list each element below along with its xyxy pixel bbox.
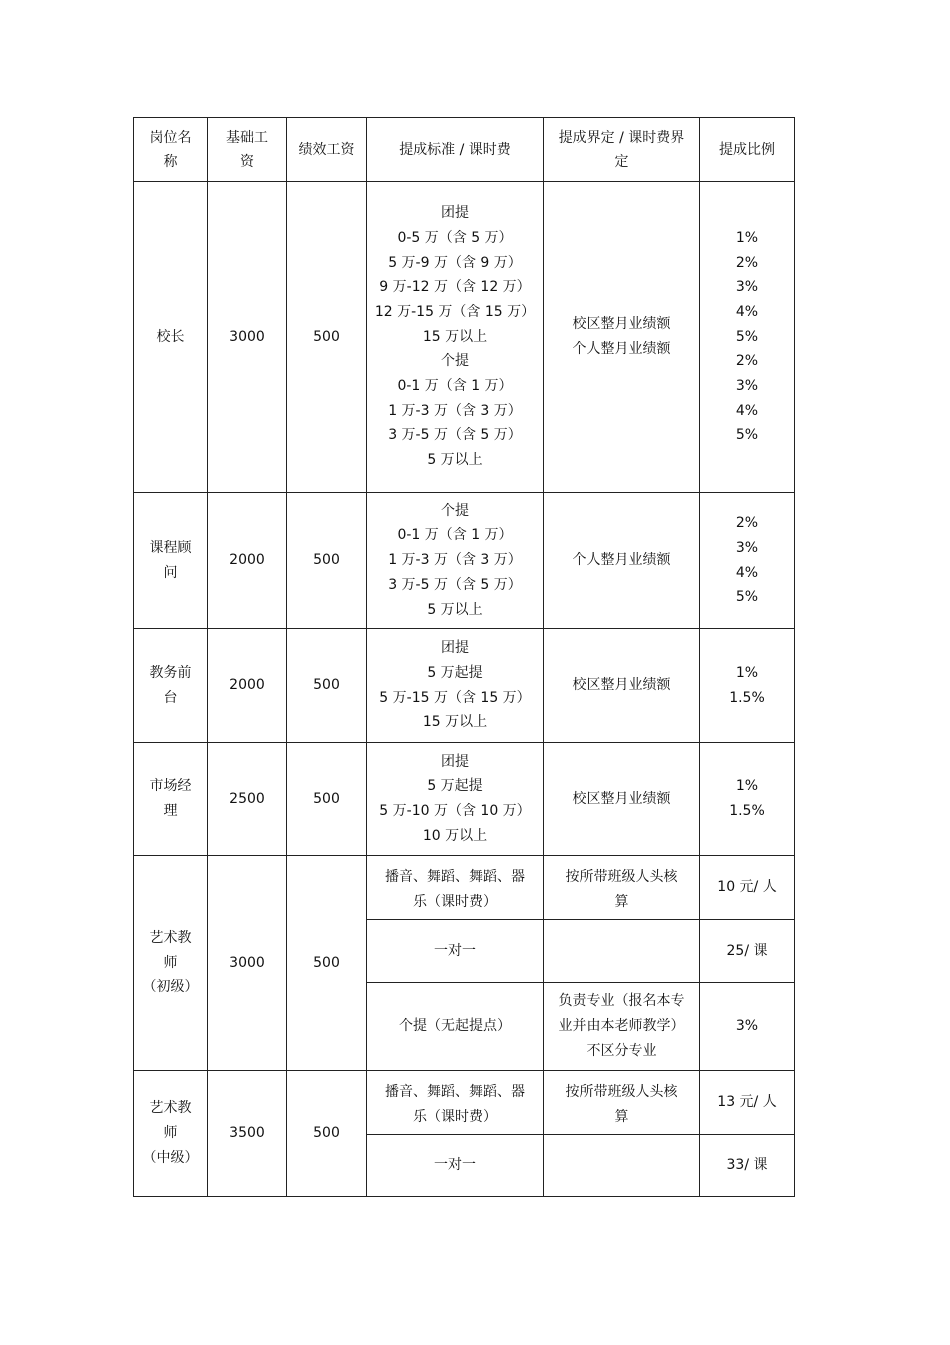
- salary-commission-table: [133, 117, 795, 1197]
- base-salary-cell: 3000: [208, 182, 287, 493]
- header-scope: 提成界定 / 课时费界 定: [544, 118, 700, 182]
- base-salary-cell: 3000: [208, 856, 287, 1071]
- standard-cell: 团提 0-5 万（含 5 万） 5 万-9 万（含 9 万） 9 万-12 万（含 12 万） 12 万-15 万（含 15 万） 15 万以上 个提 0-1 万（含 1 万） 1 万-3 万（含 3 万） 3 万-5 万（含 5 万） 5 万以上: [367, 182, 544, 493]
- table-row-teacher-mid: [134, 1071, 795, 1135]
- perf-salary-cell: 500: [287, 629, 367, 743]
- ratio-cell: 33/ 课: [700, 1135, 795, 1197]
- position-cell: 校长: [134, 182, 208, 493]
- table-row-principal: [134, 182, 795, 493]
- scope-cell: 按所带班级人头核 算: [544, 856, 700, 920]
- scope-cell: 校区整月业绩额: [544, 629, 700, 743]
- standard-cell: 团提 5 万起提 5 万-15 万（含 15 万） 15 万以上: [367, 629, 544, 743]
- position-cell: 教务前 台: [134, 629, 208, 743]
- ratio-cell: 1% 2% 3% 4% 5% 2% 3% 4% 5%: [700, 182, 795, 493]
- header-performance-salary: 绩效工资: [287, 118, 367, 182]
- table-row-consultant: [134, 493, 795, 629]
- ratio-cell: 2% 3% 4% 5%: [700, 493, 795, 629]
- position-cell: 市场经 理: [134, 743, 208, 856]
- ratio-cell: 1% 1.5%: [700, 629, 795, 743]
- table-row-teacher-junior: [134, 856, 795, 920]
- ratio-cell: 13 元/ 人: [700, 1071, 795, 1135]
- standard-cell: 一对一: [367, 1135, 544, 1197]
- scope-cell: 负责专业（报名本专 业并由本老师教学） 不区分专业: [544, 983, 700, 1071]
- table-row-marketing: [134, 743, 795, 856]
- header-ratio: 提成比例: [700, 118, 795, 182]
- perf-salary-cell: 500: [287, 1071, 367, 1197]
- scope-cell: 个人整月业绩额: [544, 493, 700, 629]
- ratio-cell: 25/ 课: [700, 920, 795, 983]
- scope-cell: [544, 1135, 700, 1197]
- standard-cell: 个提 0-1 万（含 1 万） 1 万-3 万（含 3 万） 3 万-5 万（含 5 万） 5 万以上: [367, 493, 544, 629]
- base-salary-cell: 3500: [208, 1071, 287, 1197]
- position-cell: 艺术教 师 （初级）: [134, 856, 208, 1071]
- position-cell: 课程顾 问: [134, 493, 208, 629]
- scope-cell: 校区整月业绩额 个人整月业绩额: [544, 182, 700, 493]
- table-row-front-desk: [134, 629, 795, 743]
- header-standard: 提成标准 / 课时费: [367, 118, 544, 182]
- header-row: [134, 118, 795, 182]
- perf-salary-cell: 500: [287, 182, 367, 493]
- standard-cell: 播音、舞蹈、舞蹈、器 乐（课时费）: [367, 1071, 544, 1135]
- ratio-cell: 1% 1.5%: [700, 743, 795, 856]
- base-salary-cell: 2000: [208, 629, 287, 743]
- header-base-salary: 基础工 资: [208, 118, 287, 182]
- scope-cell: 校区整月业绩额: [544, 743, 700, 856]
- perf-salary-cell: 500: [287, 856, 367, 1071]
- base-salary-cell: 2500: [208, 743, 287, 856]
- ratio-cell: 10 元/ 人: [700, 856, 795, 920]
- scope-cell: [544, 920, 700, 983]
- standard-cell: 一对一: [367, 920, 544, 983]
- standard-cell: 个提（无起提点）: [367, 983, 544, 1071]
- standard-cell: 团提 5 万起提 5 万-10 万（含 10 万） 10 万以上: [367, 743, 544, 856]
- header-position: 岗位名 称: [134, 118, 208, 182]
- standard-cell: 播音、舞蹈、舞蹈、器 乐（课时费）: [367, 856, 544, 920]
- perf-salary-cell: 500: [287, 493, 367, 629]
- base-salary-cell: 2000: [208, 493, 287, 629]
- ratio-cell: 3%: [700, 983, 795, 1071]
- perf-salary-cell: 500: [287, 743, 367, 856]
- scope-cell: 按所带班级人头核 算: [544, 1071, 700, 1135]
- position-cell: 艺术教 师 （中级）: [134, 1071, 208, 1197]
